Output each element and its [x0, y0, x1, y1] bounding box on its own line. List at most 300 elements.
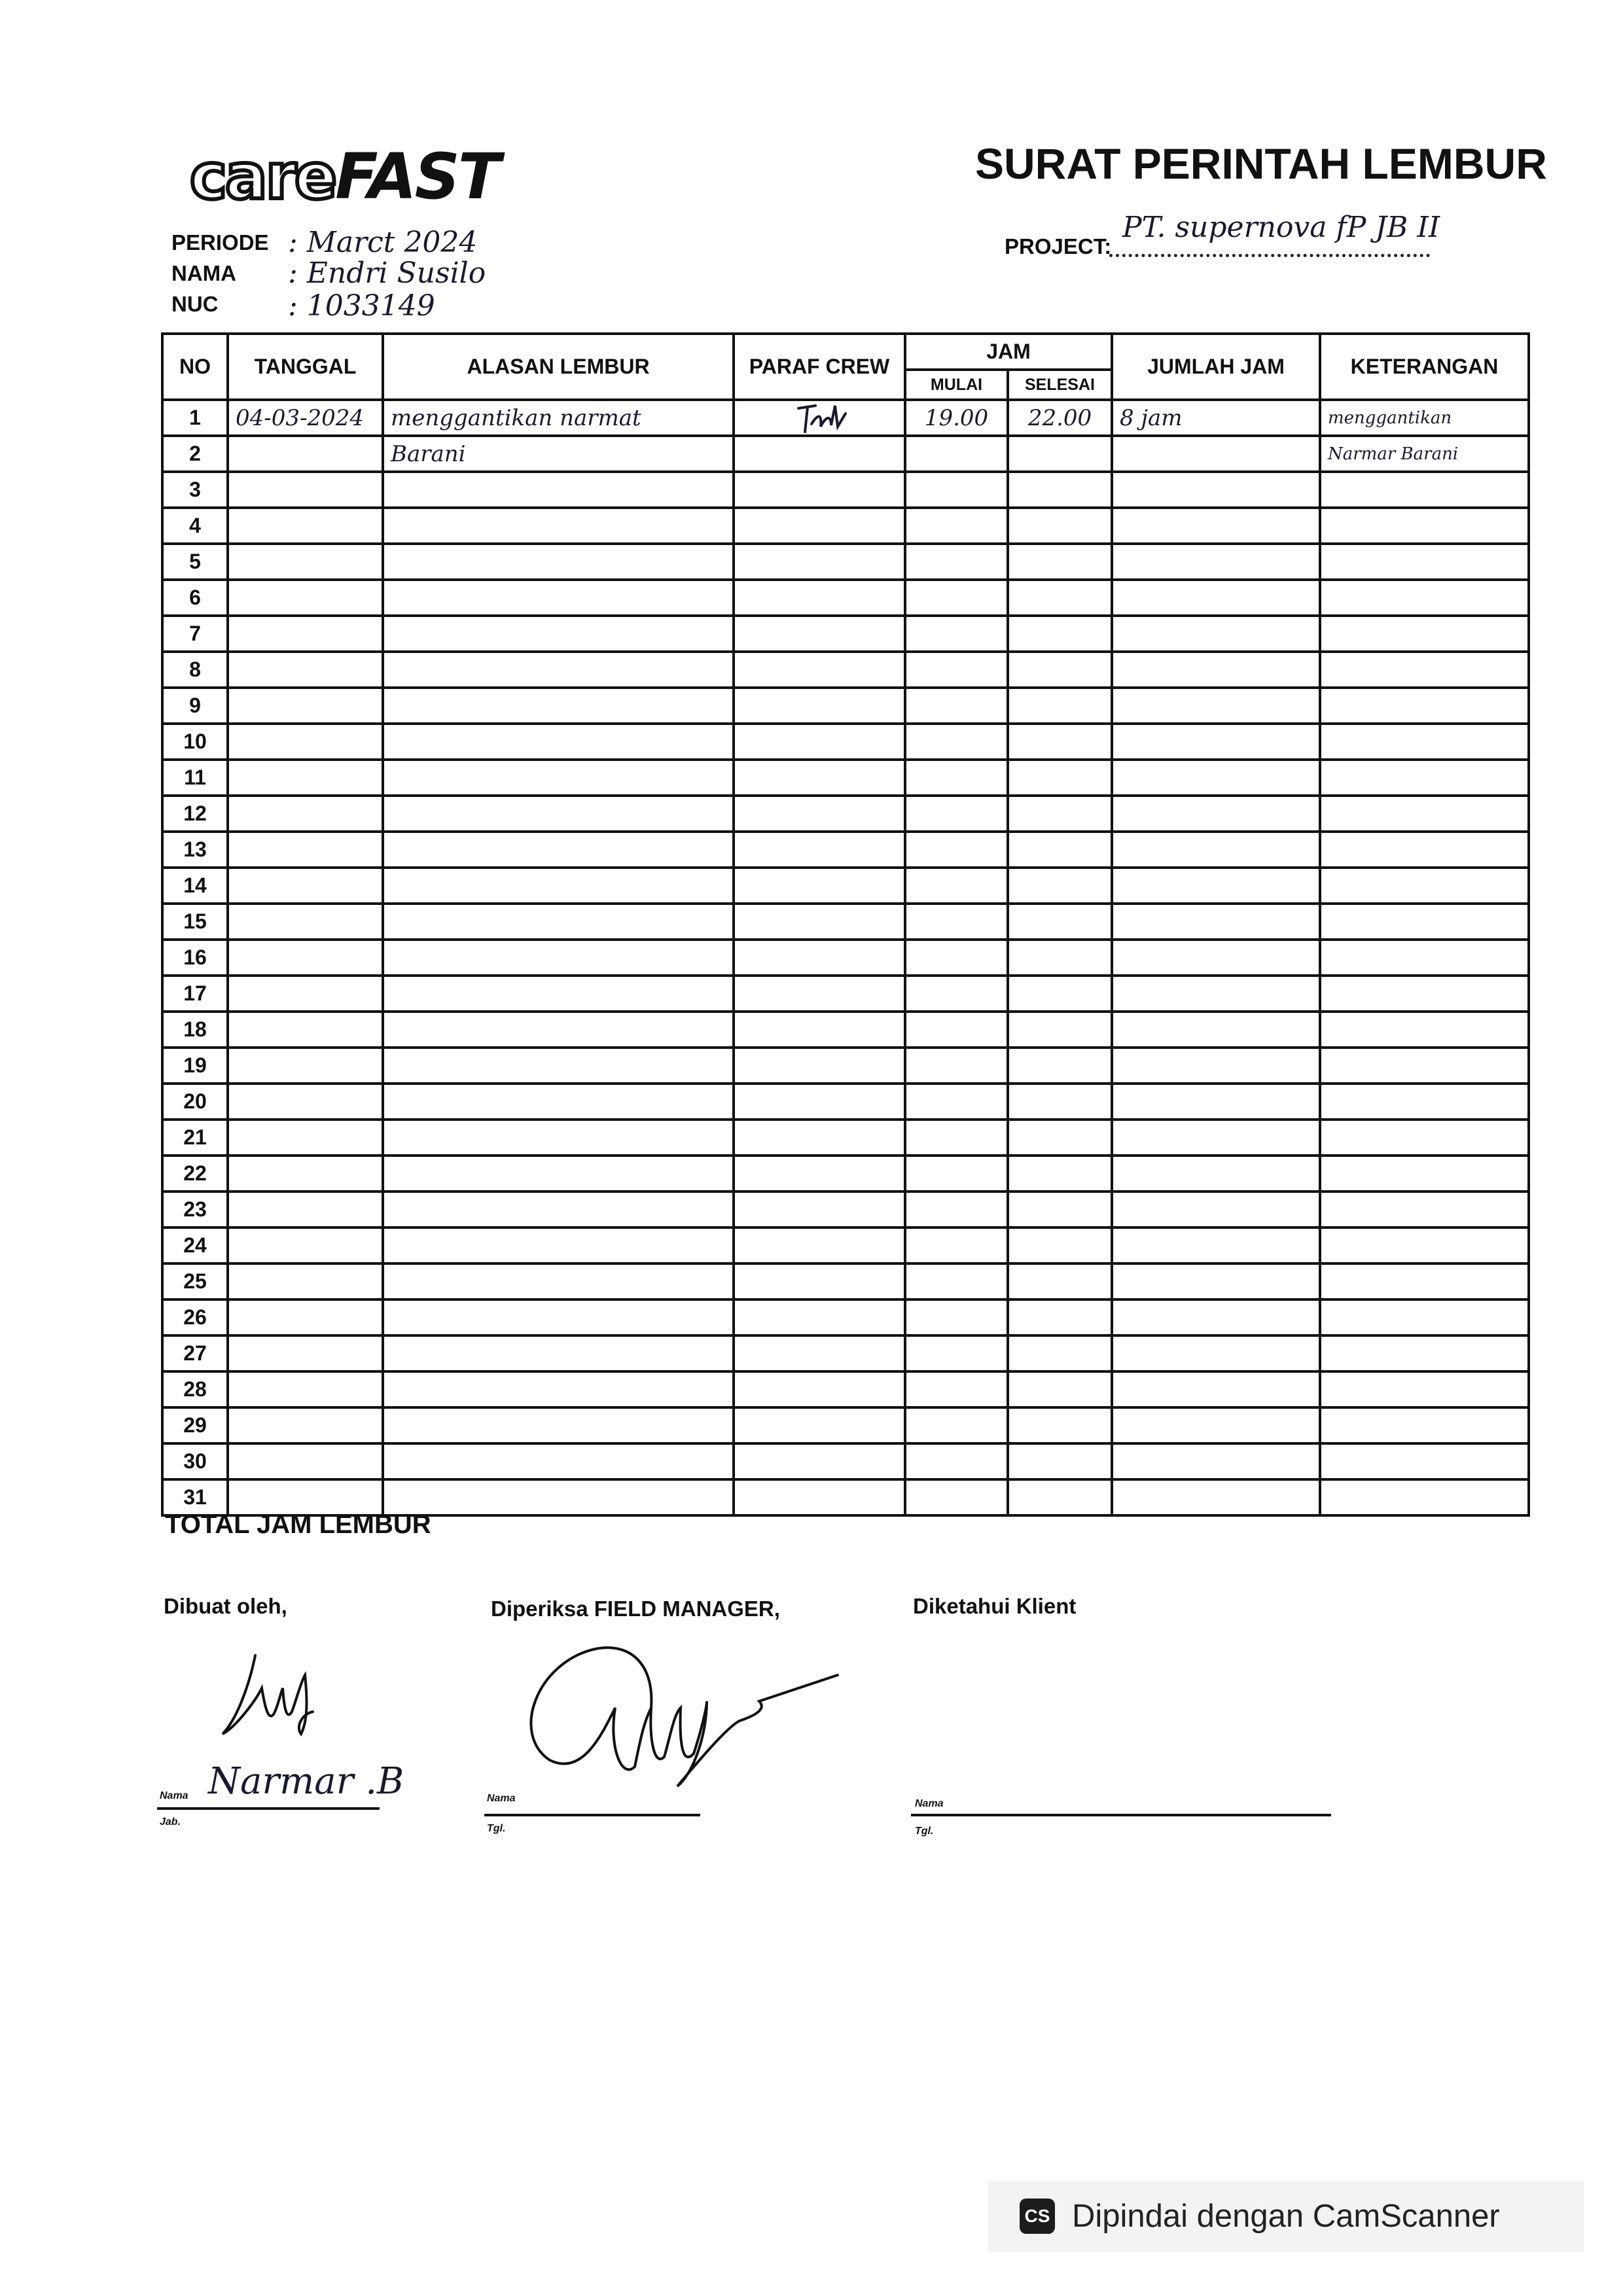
cell-mulai — [905, 472, 1008, 508]
table-row — [162, 868, 1529, 904]
cell-paraf — [734, 1479, 905, 1515]
cell-no: 30 — [162, 1443, 228, 1479]
header-selesai: SELESAI — [1008, 370, 1112, 400]
cell-paraf — [734, 580, 905, 616]
header-alasan: ALASAN LEMBUR — [383, 334, 734, 400]
cell-alasan — [383, 1371, 734, 1407]
cell-jumlah — [1112, 760, 1320, 796]
table-row — [162, 436, 1529, 472]
header-tanggal: TANGGAL — [228, 334, 383, 400]
table-row — [162, 832, 1529, 868]
cell-no: 20 — [162, 1084, 228, 1120]
cell-alasan — [383, 1443, 734, 1479]
cell-no: 24 — [162, 1227, 228, 1263]
cell-paraf — [734, 544, 905, 580]
table-row — [162, 1012, 1529, 1048]
cell-alasan — [383, 1479, 734, 1515]
cell-keterangan — [1320, 832, 1529, 868]
cell-jumlah — [1112, 1335, 1320, 1371]
cell-paraf — [734, 616, 905, 652]
cell-jumlah — [1112, 1371, 1320, 1407]
diperiksa-underline — [484, 1814, 700, 1816]
cell-alasan: Barani — [383, 436, 734, 472]
table-row — [162, 544, 1529, 580]
cell-paraf — [734, 1335, 905, 1371]
cell-keterangan — [1320, 904, 1529, 940]
cell-keterangan — [1320, 1407, 1529, 1443]
diketahui-nama-label: Nama — [915, 1798, 944, 1809]
cell-mulai — [905, 832, 1008, 868]
cell-paraf — [734, 940, 905, 976]
cell-selesai — [1008, 1084, 1112, 1120]
cell-alasan — [383, 1084, 734, 1120]
cell-mulai — [905, 652, 1008, 688]
cell-tanggal — [228, 580, 383, 616]
cell-keterangan — [1320, 940, 1529, 976]
cell-alasan — [383, 1156, 734, 1192]
cell-no: 5 — [162, 544, 228, 580]
nuc-label: NUC — [171, 292, 219, 316]
cell-paraf — [734, 976, 905, 1012]
dibuat-jab-label: Jab. — [160, 1816, 181, 1828]
table-row — [162, 1120, 1529, 1156]
cell-keterangan — [1320, 1263, 1529, 1299]
cell-paraf — [734, 1227, 905, 1263]
cell-alasan — [383, 1335, 734, 1371]
cell-jumlah — [1112, 1192, 1320, 1227]
table-row — [162, 1156, 1529, 1192]
cell-alasan — [383, 1407, 734, 1443]
cell-tanggal: 04-03-2024 — [228, 400, 383, 436]
cell-tanggal — [228, 1192, 383, 1227]
cell-alasan — [383, 472, 734, 508]
cell-selesai — [1008, 868, 1112, 904]
cell-no: 17 — [162, 976, 228, 1012]
cell-selesai — [1008, 1120, 1112, 1156]
cell-tanggal — [228, 436, 383, 472]
cell-alasan — [383, 760, 734, 796]
cell-paraf — [734, 868, 905, 904]
cell-no: 15 — [162, 904, 228, 940]
cell-tanggal — [228, 1299, 383, 1335]
cell-jumlah — [1112, 832, 1320, 868]
cell-paraf — [734, 760, 905, 796]
cell-alasan — [383, 1012, 734, 1048]
company-logo — [190, 140, 499, 213]
cell-paraf — [734, 1084, 905, 1120]
overtime-table — [161, 332, 1530, 1517]
logo-care-text: care — [190, 140, 336, 213]
dibuat-nama-label: Nama — [160, 1790, 188, 1801]
cell-mulai — [905, 904, 1008, 940]
cell-no: 19 — [162, 1048, 228, 1084]
cell-tanggal — [228, 1335, 383, 1371]
dibuat-nama-value: Narmar .B — [208, 1760, 404, 1803]
cell-tanggal — [228, 1407, 383, 1443]
cell-tanggal — [228, 940, 383, 976]
cell-keterangan — [1320, 616, 1529, 652]
table-row — [162, 580, 1529, 616]
diketahui-tgl-label: Tgl. — [915, 1826, 934, 1837]
table-row — [162, 1048, 1529, 1084]
cell-keterangan — [1320, 1299, 1529, 1335]
cell-jumlah — [1112, 616, 1320, 652]
cell-no: 13 — [162, 832, 228, 868]
cell-alasan — [383, 904, 734, 940]
cell-mulai — [905, 1263, 1008, 1299]
cell-no: 23 — [162, 1192, 228, 1227]
cell-mulai — [905, 1012, 1008, 1048]
cell-selesai — [1008, 796, 1112, 832]
cell-paraf — [734, 832, 905, 868]
cell-paraf — [734, 436, 905, 472]
cell-paraf — [734, 1299, 905, 1335]
cell-tanggal — [228, 976, 383, 1012]
project-dotted-line — [1109, 249, 1430, 257]
cell-keterangan — [1320, 1120, 1529, 1156]
cell-selesai — [1008, 1012, 1112, 1048]
cell-selesai — [1008, 976, 1112, 1012]
table-row — [162, 1443, 1529, 1479]
cell-no: 10 — [162, 724, 228, 760]
cell-keterangan — [1320, 472, 1529, 508]
table-row — [162, 508, 1529, 544]
cell-tanggal — [228, 868, 383, 904]
cell-jumlah — [1112, 652, 1320, 688]
cell-paraf — [734, 1012, 905, 1048]
cell-selesai — [1008, 1335, 1112, 1371]
cell-selesai — [1008, 652, 1112, 688]
cell-paraf — [734, 508, 905, 544]
cell-paraf — [734, 652, 905, 688]
cell-no: 16 — [162, 940, 228, 976]
cell-keterangan — [1320, 688, 1529, 724]
cell-selesai — [1008, 544, 1112, 580]
cell-selesai — [1008, 472, 1112, 508]
header-jam: JAM — [905, 334, 1112, 370]
cell-jumlah — [1112, 940, 1320, 976]
cell-jumlah — [1112, 544, 1320, 580]
cell-no: 25 — [162, 1263, 228, 1299]
cell-no: 28 — [162, 1371, 228, 1407]
project-label: PROJECT: — [1005, 234, 1112, 258]
cell-jumlah — [1112, 976, 1320, 1012]
cell-no: 4 — [162, 508, 228, 544]
cell-keterangan — [1320, 580, 1529, 616]
camscanner-watermark — [988, 2181, 1584, 2252]
cell-keterangan — [1320, 1371, 1529, 1407]
cell-jumlah — [1112, 1227, 1320, 1263]
cell-selesai — [1008, 904, 1112, 940]
cell-paraf — [734, 472, 905, 508]
cell-paraf — [734, 1192, 905, 1227]
table-row — [162, 904, 1529, 940]
table-body — [162, 400, 1529, 1515]
table-row — [162, 1407, 1529, 1443]
camscanner-text: Dipindai dengan CamScanner — [1072, 2199, 1500, 2234]
cell-tanggal — [228, 1120, 383, 1156]
cell-mulai — [905, 508, 1008, 544]
cell-jumlah — [1112, 904, 1320, 940]
cell-alasan — [383, 976, 734, 1012]
cell-no: 6 — [162, 580, 228, 616]
diperiksa-signature — [510, 1636, 851, 1793]
nuc-value: : 1033149 — [288, 289, 435, 323]
cell-alasan — [383, 1263, 734, 1299]
cell-keterangan: menggantikan — [1320, 400, 1529, 436]
cell-selesai — [1008, 1263, 1112, 1299]
cell-mulai — [905, 1192, 1008, 1227]
cell-mulai — [905, 1443, 1008, 1479]
cell-no: 7 — [162, 616, 228, 652]
cell-tanggal — [228, 544, 383, 580]
cell-paraf — [734, 1048, 905, 1084]
cell-mulai — [905, 1227, 1008, 1263]
cell-selesai — [1008, 724, 1112, 760]
cell-jumlah — [1112, 1407, 1320, 1443]
cell-no: 27 — [162, 1335, 228, 1371]
cell-alasan — [383, 1120, 734, 1156]
header-keterangan: KETERANGAN — [1320, 334, 1529, 400]
cell-mulai — [905, 436, 1008, 472]
cell-keterangan — [1320, 1084, 1529, 1120]
cell-selesai — [1008, 508, 1112, 544]
cell-alasan — [383, 832, 734, 868]
cell-jumlah — [1112, 688, 1320, 724]
cell-jumlah — [1112, 1048, 1320, 1084]
cell-tanggal — [228, 832, 383, 868]
cell-no: 18 — [162, 1012, 228, 1048]
cell-keterangan — [1320, 1227, 1529, 1263]
cell-tanggal — [228, 688, 383, 724]
cell-mulai — [905, 616, 1008, 652]
cell-no: 26 — [162, 1299, 228, 1335]
cell-jumlah — [1112, 1479, 1320, 1515]
cell-mulai — [905, 1120, 1008, 1156]
cell-tanggal — [228, 1084, 383, 1120]
dibuat-signature — [209, 1649, 321, 1747]
cell-no: 2 — [162, 436, 228, 472]
cell-alasan: menggantikan narmat — [383, 400, 734, 436]
cell-tanggal — [228, 760, 383, 796]
cell-selesai — [1008, 1299, 1112, 1335]
cell-selesai — [1008, 688, 1112, 724]
cell-keterangan — [1320, 976, 1529, 1012]
table-row — [162, 796, 1529, 832]
cell-tanggal — [228, 724, 383, 760]
cell-tanggal — [228, 508, 383, 544]
periode-label: PERIODE — [171, 230, 269, 255]
cell-tanggal — [228, 616, 383, 652]
header-no: NO — [162, 334, 228, 400]
cell-keterangan — [1320, 868, 1529, 904]
diketahui-underline — [911, 1814, 1331, 1816]
cell-paraf — [734, 1156, 905, 1192]
table-row — [162, 616, 1529, 652]
diperiksa-tgl-label: Tgl. — [487, 1823, 506, 1834]
nama-value: : Endri Susilo — [288, 256, 486, 290]
paraf-signature-mark — [792, 400, 851, 437]
cell-paraf — [734, 1263, 905, 1299]
cell-alasan — [383, 616, 734, 652]
cell-keterangan — [1320, 1192, 1529, 1227]
cell-no: 31 — [162, 1479, 228, 1515]
cell-tanggal — [228, 472, 383, 508]
cell-mulai — [905, 1156, 1008, 1192]
cell-keterangan — [1320, 1048, 1529, 1084]
cell-mulai — [905, 1479, 1008, 1515]
header-paraf: PARAF CREW — [734, 334, 905, 400]
table-row — [162, 1227, 1529, 1263]
cell-jumlah — [1112, 580, 1320, 616]
cell-alasan — [383, 868, 734, 904]
table-row — [162, 940, 1529, 976]
cell-paraf — [734, 688, 905, 724]
cell-no: 22 — [162, 1156, 228, 1192]
cell-jumlah — [1112, 1299, 1320, 1335]
cell-jumlah — [1112, 508, 1320, 544]
table-row — [162, 760, 1529, 796]
cell-jumlah — [1112, 1084, 1320, 1120]
table-row — [162, 472, 1529, 508]
cell-jumlah — [1112, 724, 1320, 760]
cell-selesai — [1008, 1192, 1112, 1227]
cell-tanggal — [228, 1263, 383, 1299]
cell-tanggal — [228, 1371, 383, 1407]
cell-keterangan — [1320, 1443, 1529, 1479]
table-row — [162, 1299, 1529, 1335]
cell-selesai — [1008, 760, 1112, 796]
cell-paraf — [734, 1443, 905, 1479]
cell-alasan — [383, 724, 734, 760]
cell-jumlah — [1112, 436, 1320, 472]
cell-alasan — [383, 508, 734, 544]
cell-no: 9 — [162, 688, 228, 724]
cell-mulai — [905, 1407, 1008, 1443]
table-row — [162, 652, 1529, 688]
cell-jumlah — [1112, 1120, 1320, 1156]
cell-keterangan — [1320, 796, 1529, 832]
cell-alasan — [383, 940, 734, 976]
cell-jumlah — [1112, 1443, 1320, 1479]
cell-selesai — [1008, 436, 1112, 472]
cell-mulai — [905, 1299, 1008, 1335]
cell-mulai — [905, 1048, 1008, 1084]
cell-mulai — [905, 724, 1008, 760]
cell-tanggal — [228, 796, 383, 832]
cell-tanggal — [228, 1048, 383, 1084]
cell-no: 12 — [162, 796, 228, 832]
table-row — [162, 1371, 1529, 1407]
header-mulai: MULAI — [905, 370, 1008, 400]
cell-paraf — [734, 904, 905, 940]
cell-tanggal — [228, 1012, 383, 1048]
cell-jumlah — [1112, 868, 1320, 904]
cell-selesai — [1008, 1371, 1112, 1407]
cell-tanggal — [228, 1156, 383, 1192]
logo-fast-text: FAST — [335, 140, 499, 213]
cell-mulai — [905, 580, 1008, 616]
cell-mulai — [905, 940, 1008, 976]
cell-keterangan — [1320, 1156, 1529, 1192]
cell-no: 3 — [162, 472, 228, 508]
cell-jumlah — [1112, 1263, 1320, 1299]
cell-mulai — [905, 1084, 1008, 1120]
cell-alasan — [383, 1192, 734, 1227]
cell-paraf — [734, 1407, 905, 1443]
project-value: PT. supernova fP JB II — [1122, 211, 1440, 244]
cell-selesai — [1008, 616, 1112, 652]
table-row — [162, 724, 1529, 760]
document-title: SURAT PERINTAH LEMBUR — [975, 139, 1547, 188]
cell-jumlah — [1112, 1012, 1320, 1048]
cell-keterangan — [1320, 652, 1529, 688]
diperiksa-label: Diperiksa FIELD MANAGER, — [491, 1597, 780, 1621]
cell-keterangan — [1320, 1335, 1529, 1371]
cell-no: 11 — [162, 760, 228, 796]
cell-selesai — [1008, 832, 1112, 868]
cell-alasan — [383, 580, 734, 616]
cell-mulai — [905, 796, 1008, 832]
cell-mulai — [905, 544, 1008, 580]
cell-alasan — [383, 652, 734, 688]
cell-jumlah — [1112, 1156, 1320, 1192]
camscanner-icon: CS — [1020, 2199, 1055, 2234]
cell-tanggal — [228, 652, 383, 688]
cell-selesai — [1008, 940, 1112, 976]
dibuat-label: Dibuat oleh, — [164, 1594, 287, 1618]
table-row — [162, 1263, 1529, 1299]
cell-alasan — [383, 1299, 734, 1335]
cell-alasan — [383, 688, 734, 724]
cell-keterangan — [1320, 724, 1529, 760]
cell-no: 21 — [162, 1120, 228, 1156]
table-row — [162, 1335, 1529, 1371]
cell-tanggal — [228, 904, 383, 940]
cell-alasan — [383, 544, 734, 580]
cell-selesai — [1008, 1227, 1112, 1263]
cell-tanggal — [228, 1443, 383, 1479]
cell-jumlah: 8 jam — [1112, 400, 1320, 436]
cell-paraf — [734, 1120, 905, 1156]
table-row — [162, 1192, 1529, 1227]
diketahui-label: Diketahui Klient — [913, 1594, 1077, 1618]
cell-keterangan — [1320, 1479, 1529, 1515]
cell-jumlah — [1112, 472, 1320, 508]
cell-mulai — [905, 688, 1008, 724]
cell-alasan — [383, 1048, 734, 1084]
cell-selesai — [1008, 1479, 1112, 1515]
cell-selesai — [1008, 1407, 1112, 1443]
cell-keterangan — [1320, 544, 1529, 580]
cell-no: 8 — [162, 652, 228, 688]
cell-selesai: 22.00 — [1008, 400, 1112, 436]
cell-no: 14 — [162, 868, 228, 904]
cell-mulai — [905, 1335, 1008, 1371]
cell-keterangan — [1320, 508, 1529, 544]
table-row — [162, 976, 1529, 1012]
cell-selesai — [1008, 1443, 1112, 1479]
cell-no: 1 — [162, 400, 228, 436]
cell-paraf — [734, 724, 905, 760]
cell-jumlah — [1112, 796, 1320, 832]
cell-tanggal — [228, 1227, 383, 1263]
cell-mulai — [905, 868, 1008, 904]
cell-mulai — [905, 760, 1008, 796]
header-jumlah: JUMLAH JAM — [1112, 334, 1320, 400]
diperiksa-nama-label: Nama — [487, 1793, 516, 1804]
cell-mulai: 19.00 — [905, 400, 1008, 436]
